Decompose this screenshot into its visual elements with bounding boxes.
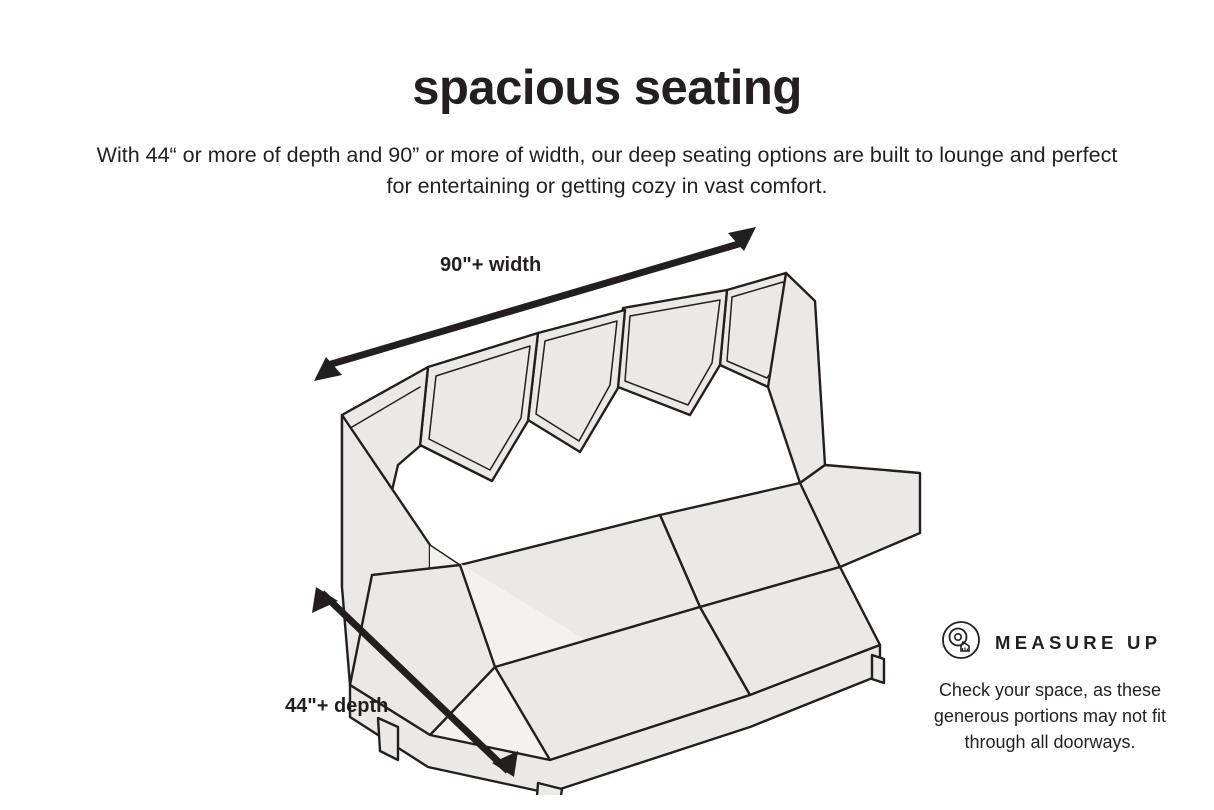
measuring-tape-icon [941, 620, 981, 665]
measure-up-header [905, 620, 1195, 665]
measure-up-line-3: through all doorways. [964, 732, 1136, 753]
measure-up-line-1: Check your space, as these [938, 680, 1162, 700]
depth-dimension-label: 44"+ depth [285, 695, 389, 717]
measure-up-line-2: generous portions may not fit [933, 706, 1167, 727]
measure-up-title: MEASURE UP [995, 631, 1162, 653]
measure-up-description [905, 677, 1195, 755]
sofa-leg-right [872, 655, 884, 683]
page-title: spacious seating [412, 61, 802, 115]
width-dimension-label: 90"+ width [440, 254, 542, 276]
measure-up-block [905, 620, 1195, 755]
back-pillow-1 [420, 333, 538, 481]
page-subtitle: With 44“ or more of depth and 90” or more of width, our deep seating options are built to lounge and perfect for entertaining or getting cozy in vast comfort. [96, 143, 1118, 198]
